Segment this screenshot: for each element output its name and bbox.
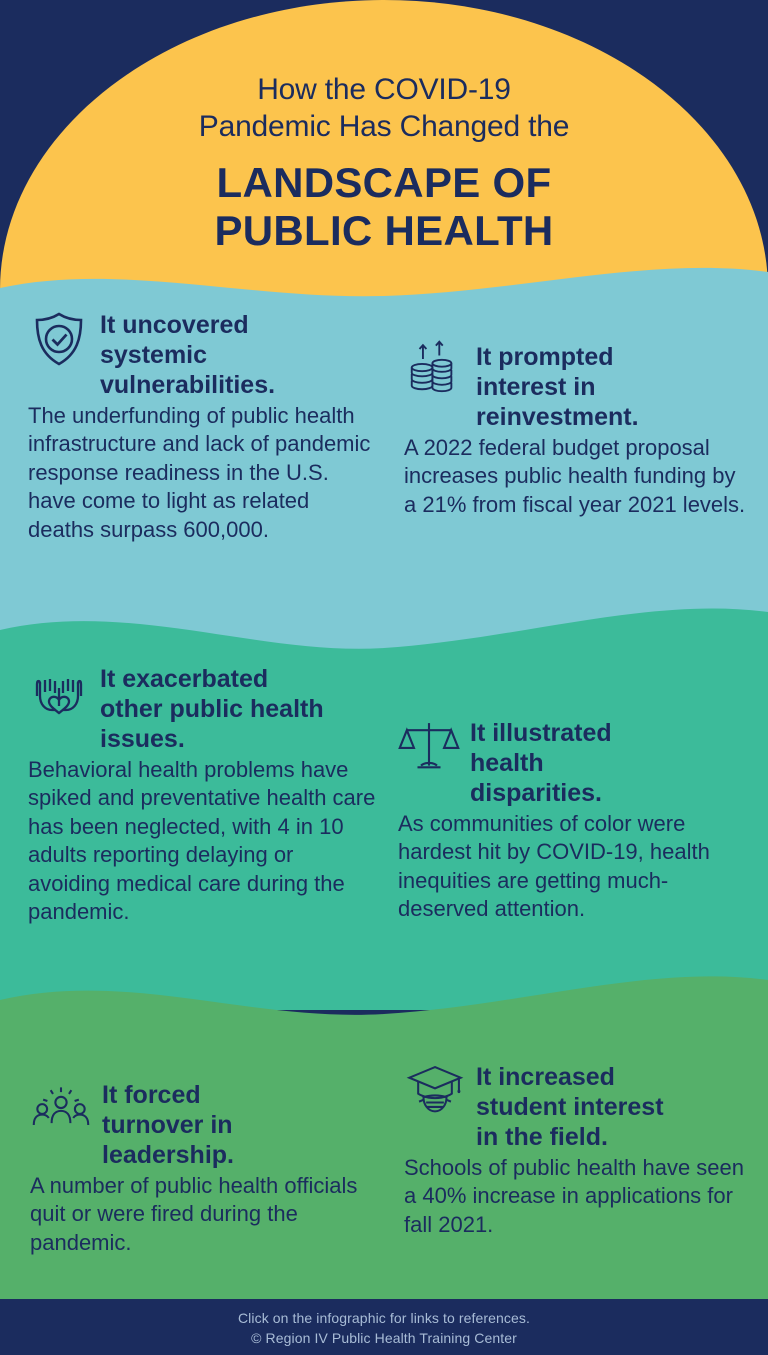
card-body: A number of public health officials quit or were fired during the pandemic. xyxy=(30,1173,358,1255)
hands-heart-icon xyxy=(28,662,90,724)
coin-stacks-growth-icon xyxy=(404,340,466,402)
footer[interactable] xyxy=(0,1299,768,1355)
card-title: It forced turnover in leadership. xyxy=(102,1081,234,1169)
graduation-cap-mask-icon xyxy=(404,1060,466,1122)
footer-reference-note[interactable]: Click on the infographic for links to references. xyxy=(237,1310,531,1326)
card-title: It uncovered systemic vulnerabilities. xyxy=(100,311,276,399)
card-other-issues[interactable] xyxy=(28,662,378,926)
card-reinvestment[interactable] xyxy=(404,340,748,519)
card-body: As communities of color were hardest hit by COVID-19, health inequities are getting much-deserved attention. xyxy=(398,811,710,922)
footer-copyright: © Region IV Public Health Training Center xyxy=(251,1330,517,1347)
card-vulnerabilities[interactable] xyxy=(28,308,376,544)
card-title: It exacerbated other public health issues. xyxy=(100,665,324,753)
title-pre-line-1: How the COVID-19 xyxy=(257,73,511,106)
card-students[interactable] xyxy=(404,1060,750,1239)
page-title xyxy=(0,72,768,254)
balance-scale-icon xyxy=(398,716,460,778)
card-title: It prompted interest in reinvestment. xyxy=(476,343,639,431)
shield-check-icon xyxy=(28,308,90,370)
title-main-line-1: LANDSCAPE OF xyxy=(216,159,552,207)
people-group-icon xyxy=(30,1078,92,1140)
card-disparities[interactable] xyxy=(398,716,750,924)
card-title: It increased student interest in the field. xyxy=(476,1063,664,1151)
title-pre-line-2: Pandemic Has Changed the xyxy=(198,109,570,143)
card-body: Schools of public health have seen a 40% increase in applications for fall 2021. xyxy=(404,1155,745,1237)
card-body: Behavioral health problems have spiked and preventative health care has been neglected, with 4 in 10 adults reporting delaying or avoiding medical care during the pandemic. xyxy=(28,757,376,924)
card-leadership[interactable] xyxy=(30,1078,370,1257)
card-body: A 2022 federal budget proposal increases public health funding by a 21% from fiscal year 2021 levels. xyxy=(404,435,746,517)
card-body: The underfunding of public health infrastructure and lack of pandemic response readiness in the U.S. have come to light as related deaths surpass 600,000. xyxy=(28,403,371,542)
title-main-line-2: PUBLIC HEALTH xyxy=(214,206,554,254)
card-title: It illustrated health disparities. xyxy=(470,719,612,807)
